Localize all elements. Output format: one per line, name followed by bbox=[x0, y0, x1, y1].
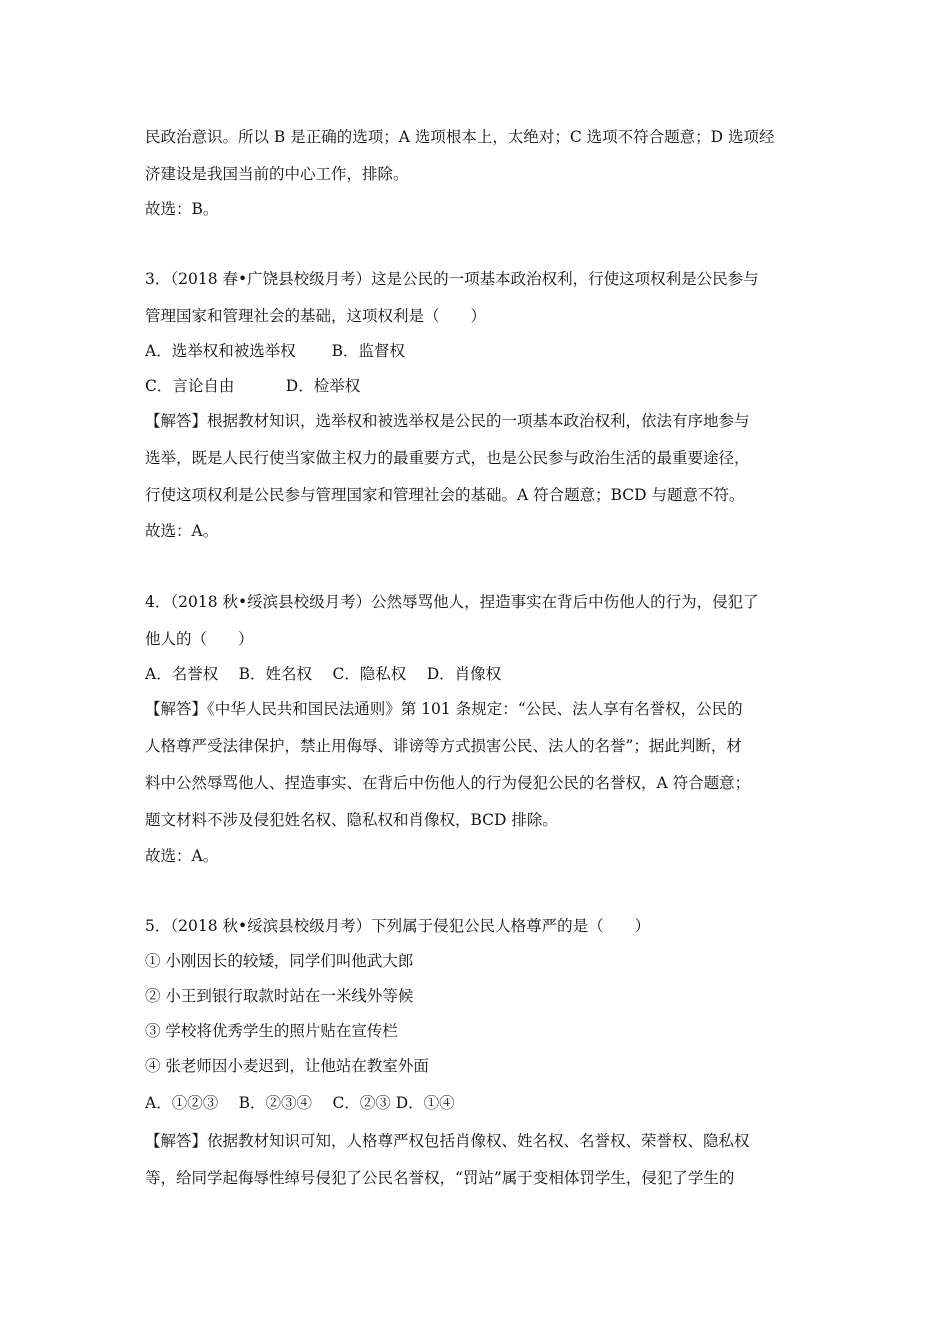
q3-answer-line-3: 行使这项权利是公民参与管理国家和管理社会的基础。A 符合题意；BCD 与题意不符。 bbox=[145, 486, 745, 504]
q3-stem-line-1: 3．（2018 春•广饶县校级月考）这是公民的一项基本政治权利，行使这项权利是公民参与 bbox=[145, 270, 759, 288]
q4-options: A．名誉权 B．姓名权 C．隐私权 D．肖像权 bbox=[145, 665, 502, 683]
q5-item-3: ③ 学校将优秀学生的照片贴在宣传栏 bbox=[145, 1022, 398, 1040]
q5-answer-line-1: 【解答】依据教材知识可知，人格尊严权包括肖像权、姓名权、名誉权、荣誉权、隐私权 bbox=[145, 1132, 750, 1150]
q3-answer-line-2: 选举，既是人民行使当家做主权力的最重要方式，也是公民参与政治生活的最重要途径， bbox=[145, 449, 750, 467]
q4-answer-line-4: 题文材料不涉及侵犯姓名权、隐私权和肖像权，BCD 排除。 bbox=[145, 811, 558, 829]
q4-final-choice: 故选：A。 bbox=[145, 847, 219, 865]
q3-answer-line-1: 【解答】根据教材知识，选举权和被选举权是公民的一项基本政治权利，依法有序地参与 bbox=[145, 412, 750, 430]
q4-answer-line-2: 人格尊严受法律保护，禁止用侮辱、诽谤等方式损害公民、法人的名誉”；据此判断，材 bbox=[145, 737, 742, 755]
q4-stem-line-2: 他人的（ ） bbox=[145, 630, 254, 648]
q5-item-4: ④ 张老师因小麦迟到，让他站在教室外面 bbox=[145, 1057, 429, 1075]
q3-options-line-1: A．选举权和被选举权 B．监督权 bbox=[145, 342, 406, 360]
q2-final-choice: 故选：B。 bbox=[145, 200, 219, 218]
q5-item-1: ① 小刚因长的较矮，同学们叫他武大郎 bbox=[145, 952, 414, 970]
q5-item-2: ② 小王到银行取款时站在一米线外等候 bbox=[145, 987, 414, 1005]
q5-stem: 5．（2018 秋•绥滨县校级月考）下列属于侵犯公民人格尊严的是（ ） bbox=[145, 917, 651, 935]
q2-explanation-line-1: 民政治意识。所以 B 是正确的选项；A 选项根本上，太绝对；C 选项不符合题意；D 选项经 bbox=[145, 128, 775, 146]
q4-stem-line-1: 4．（2018 秋•绥滨县校级月考）公然辱骂他人，捏造事实在背后中伤他人的行为，侵犯了 bbox=[145, 593, 759, 611]
q5-options: A．①②③ B．②③④ C．②③ D．①④ bbox=[145, 1094, 455, 1112]
q4-answer-line-3: 料中公然辱骂他人、捏造事实、在背后中伤他人的行为侵犯公民的名誉权，A 符合题意； bbox=[145, 774, 751, 792]
q2-explanation-line-2: 济建设是我国当前的中心工作，排除。 bbox=[145, 165, 409, 183]
q3-final-choice: 故选：A。 bbox=[145, 522, 219, 540]
q5-answer-line-2: 等，给同学起侮辱性绰号侵犯了公民名誉权，“罚站”属于变相体罚学生，侵犯了学生的 bbox=[145, 1169, 735, 1187]
q3-options-line-2: C．言论自由 D．检举权 bbox=[145, 377, 361, 395]
q3-stem-line-2: 管理国家和管理社会的基础，这项权利是（ ） bbox=[145, 307, 487, 325]
q4-answer-line-1: 【解答】《中华人民共和国民法通则》第 101 条规定：“公民、法人享有名誉权，公民的 bbox=[145, 700, 743, 718]
